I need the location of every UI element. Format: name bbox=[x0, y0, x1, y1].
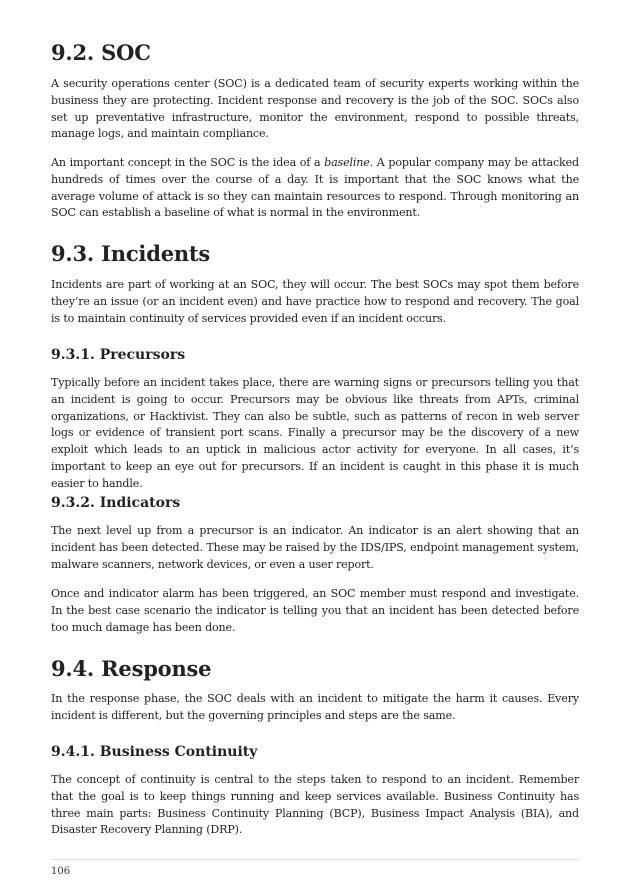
paragraph-soc-baseline-after: . A popular company may be attacked hundreds of times over the course of a day. It is important that the SOC knows what the average volume of attack is so they can maintain resources to respond. Through monitoring an SOC can establish a baseline of what is normal in the environment. bbox=[51, 156, 579, 220]
paragraph-soc-definition: A security operations center (SOC) is a dedicated team of security experts working within the business they are protecting. Incident response and recovery is the job of the SOC. SOCs also set up preventative infrastructure, monitor the environment, respond to possible threats, manage logs, and maintain compliance. bbox=[51, 77, 579, 141]
footer-divider bbox=[51, 859, 579, 860]
baseline-emphasis: baseline bbox=[324, 156, 370, 169]
subsection-heading-business-continuity: 9.4.1. Business Continuity bbox=[51, 744, 258, 760]
paragraph-indicators-definition: The next level up from a precursor is an indicator. An indicator is an alert showing that an incident has been detected. These may be raised by the IDS/IPS, endpoint management system, malware scanners, network devices, or even a user report. bbox=[51, 524, 579, 571]
paragraph-response-intro: In the response phase, the SOC deals with an incident to mitigate the harm it causes. Every incident is different, but the governing principles and steps are the same. bbox=[51, 692, 579, 722]
paragraph-incidents-intro: Incidents are part of working at an SOC, they will occur. The best SOCs may spot them before they’re an issue (or an incident even) and have practice how to respond and recovery. The goal is to maintain continuity of services provided even if an incident occurs. bbox=[51, 278, 579, 325]
paragraph-business-continuity: The concept of continuity is central to the steps taken to respond to an incident. Remember that the goal is to keep things running and keep services available. Business Continuity has three main parts: Business Continuity Planning (BCP), Business Impact Analysis (BIA), and Disaster Recovery Planning (DRP). bbox=[51, 773, 579, 837]
section-heading-response: 9.4. Response bbox=[51, 656, 212, 681]
paragraph-indicators-response: Once and indicator alarm has been triggered, an SOC member must respond and investigate. In the best case scenario the indicator is telling you that an incident has been detected before too much damage has been done. bbox=[51, 587, 579, 634]
paragraph-soc-baseline bbox=[51, 155, 579, 222]
section-heading-soc: 9.2. SOC bbox=[51, 40, 151, 65]
subsection-heading-precursors: 9.3.1. Precursors bbox=[51, 347, 186, 363]
paragraph-soc-baseline-before: An important concept in the SOC is the idea of a bbox=[51, 156, 325, 169]
subsection-heading-indicators: 9.3.2. Indicators bbox=[51, 495, 181, 511]
section-heading-incidents: 9.3. Incidents bbox=[51, 241, 211, 266]
page-number: 106 bbox=[51, 866, 71, 877]
paragraph-precursors: Typically before an incident takes place, there are warning signs or precursors telling you that an incident is going to occur. Precursors may be obvious like threats from APTs, criminal organizations, or Hacktivist. They can also be subtle, such as patterns of recon in web server logs or evidence of transient port scans. Finally a precursor may be the discovery of a new exploit which leads to an uptick in malicious actor activity for everyone. In all cases, it’s important to keep an eye out for precursors. If an incident is caught in this phase it is much easier to handle. bbox=[51, 376, 579, 490]
